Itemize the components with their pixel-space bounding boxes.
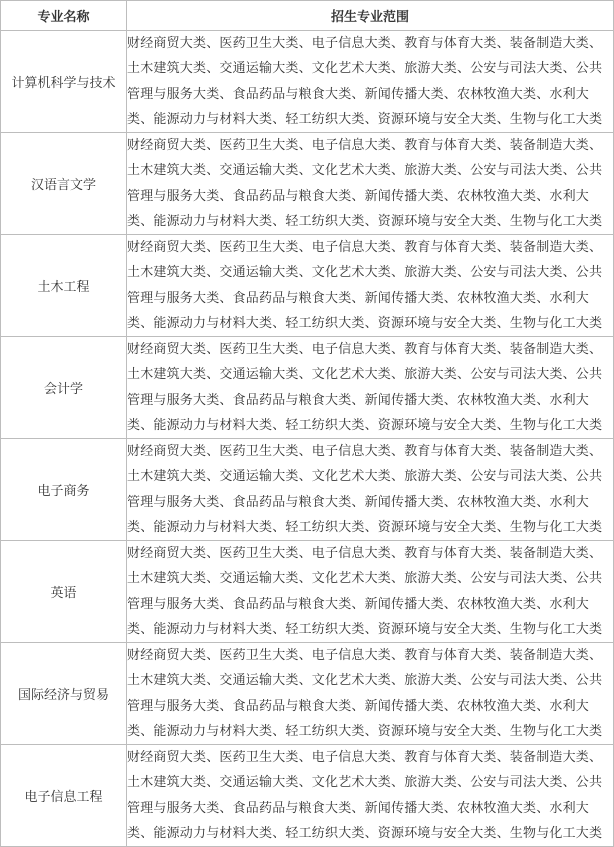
table-row xyxy=(1,235,614,337)
major-name-cell: 电子信息工程 xyxy=(1,745,127,847)
table-row xyxy=(1,31,614,133)
major-name-cell: 土木工程 xyxy=(1,235,127,337)
enrollment-range-cell: 财经商贸大类、医药卫生大类、电子信息大类、教育与体育大类、装备制造大类、土木建筑大类、交通运输大类、文化艺术大类、旅游大类、公安与司法大类、公共管理与服务大类、食品药品与粮食大类、新闻传播大类、农林牧渔大类、水利大类、能源动力与材料大类、轻工纺织大类、资源环境与安全大类、生物与化工大类 xyxy=(127,133,614,235)
table-row xyxy=(1,643,614,745)
major-name-cell: 汉语言文学 xyxy=(1,133,127,235)
enrollment-range-cell: 财经商贸大类、医药卫生大类、电子信息大类、教育与体育大类、装备制造大类、土木建筑大类、交通运输大类、文化艺术大类、旅游大类、公安与司法大类、公共管理与服务大类、食品药品与粮食大类、新闻传播大类、农林牧渔大类、水利大类、能源动力与材料大类、轻工纺织大类、资源环境与安全大类、生物与化工大类 xyxy=(127,541,614,643)
enrollment-range-cell: 财经商贸大类、医药卫生大类、电子信息大类、教育与体育大类、装备制造大类、土木建筑大类、交通运输大类、文化艺术大类、旅游大类、公安与司法大类、公共管理与服务大类、食品药品与粮食大类、新闻传播大类、农林牧渔大类、水利大类、能源动力与材料大类、轻工纺织大类、资源环境与安全大类、生物与化工大类 xyxy=(127,31,614,133)
major-name-cell: 英语 xyxy=(1,541,127,643)
header-major-name: 专业名称 xyxy=(1,1,127,31)
table-row xyxy=(1,133,614,235)
enrollment-range-cell: 财经商贸大类、医药卫生大类、电子信息大类、教育与体育大类、装备制造大类、土木建筑大类、交通运输大类、文化艺术大类、旅游大类、公安与司法大类、公共管理与服务大类、食品药品与粮食大类、新闻传播大类、农林牧渔大类、水利大类、能源动力与材料大类、轻工纺织大类、资源环境与安全大类、生物与化工大类 xyxy=(127,643,614,745)
major-name-cell: 国际经济与贸易 xyxy=(1,643,127,745)
table-row xyxy=(1,541,614,643)
major-name-cell: 电子商务 xyxy=(1,439,127,541)
major-name-cell: 会计学 xyxy=(1,337,127,439)
enrollment-range-cell: 财经商贸大类、医药卫生大类、电子信息大类、教育与体育大类、装备制造大类、土木建筑大类、交通运输大类、文化艺术大类、旅游大类、公安与司法大类、公共管理与服务大类、食品药品与粮食大类、新闻传播大类、农林牧渔大类、水利大类、能源动力与材料大类、轻工纺织大类、资源环境与安全大类、生物与化工大类 xyxy=(127,745,614,847)
table-header-row xyxy=(1,1,614,31)
enrollment-range-cell: 财经商贸大类、医药卫生大类、电子信息大类、教育与体育大类、装备制造大类、土木建筑大类、交通运输大类、文化艺术大类、旅游大类、公安与司法大类、公共管理与服务大类、食品药品与粮食大类、新闻传播大类、农林牧渔大类、水利大类、能源动力与材料大类、轻工纺织大类、资源环境与安全大类、生物与化工大类 xyxy=(127,439,614,541)
table-row xyxy=(1,337,614,439)
table-row xyxy=(1,439,614,541)
table-row xyxy=(1,745,614,847)
major-name-cell: 计算机科学与技术 xyxy=(1,31,127,133)
enrollment-range-cell: 财经商贸大类、医药卫生大类、电子信息大类、教育与体育大类、装备制造大类、土木建筑大类、交通运输大类、文化艺术大类、旅游大类、公安与司法大类、公共管理与服务大类、食品药品与粮食大类、新闻传播大类、农林牧渔大类、水利大类、能源动力与材料大类、轻工纺织大类、资源环境与安全大类、生物与化工大类 xyxy=(127,337,614,439)
header-enrollment-range: 招生专业范围 xyxy=(127,1,614,31)
enrollment-range-cell: 财经商贸大类、医药卫生大类、电子信息大类、教育与体育大类、装备制造大类、土木建筑大类、交通运输大类、文化艺术大类、旅游大类、公安与司法大类、公共管理与服务大类、食品药品与粮食大类、新闻传播大类、农林牧渔大类、水利大类、能源动力与材料大类、轻工纺织大类、资源环境与安全大类、生物与化工大类 xyxy=(127,235,614,337)
